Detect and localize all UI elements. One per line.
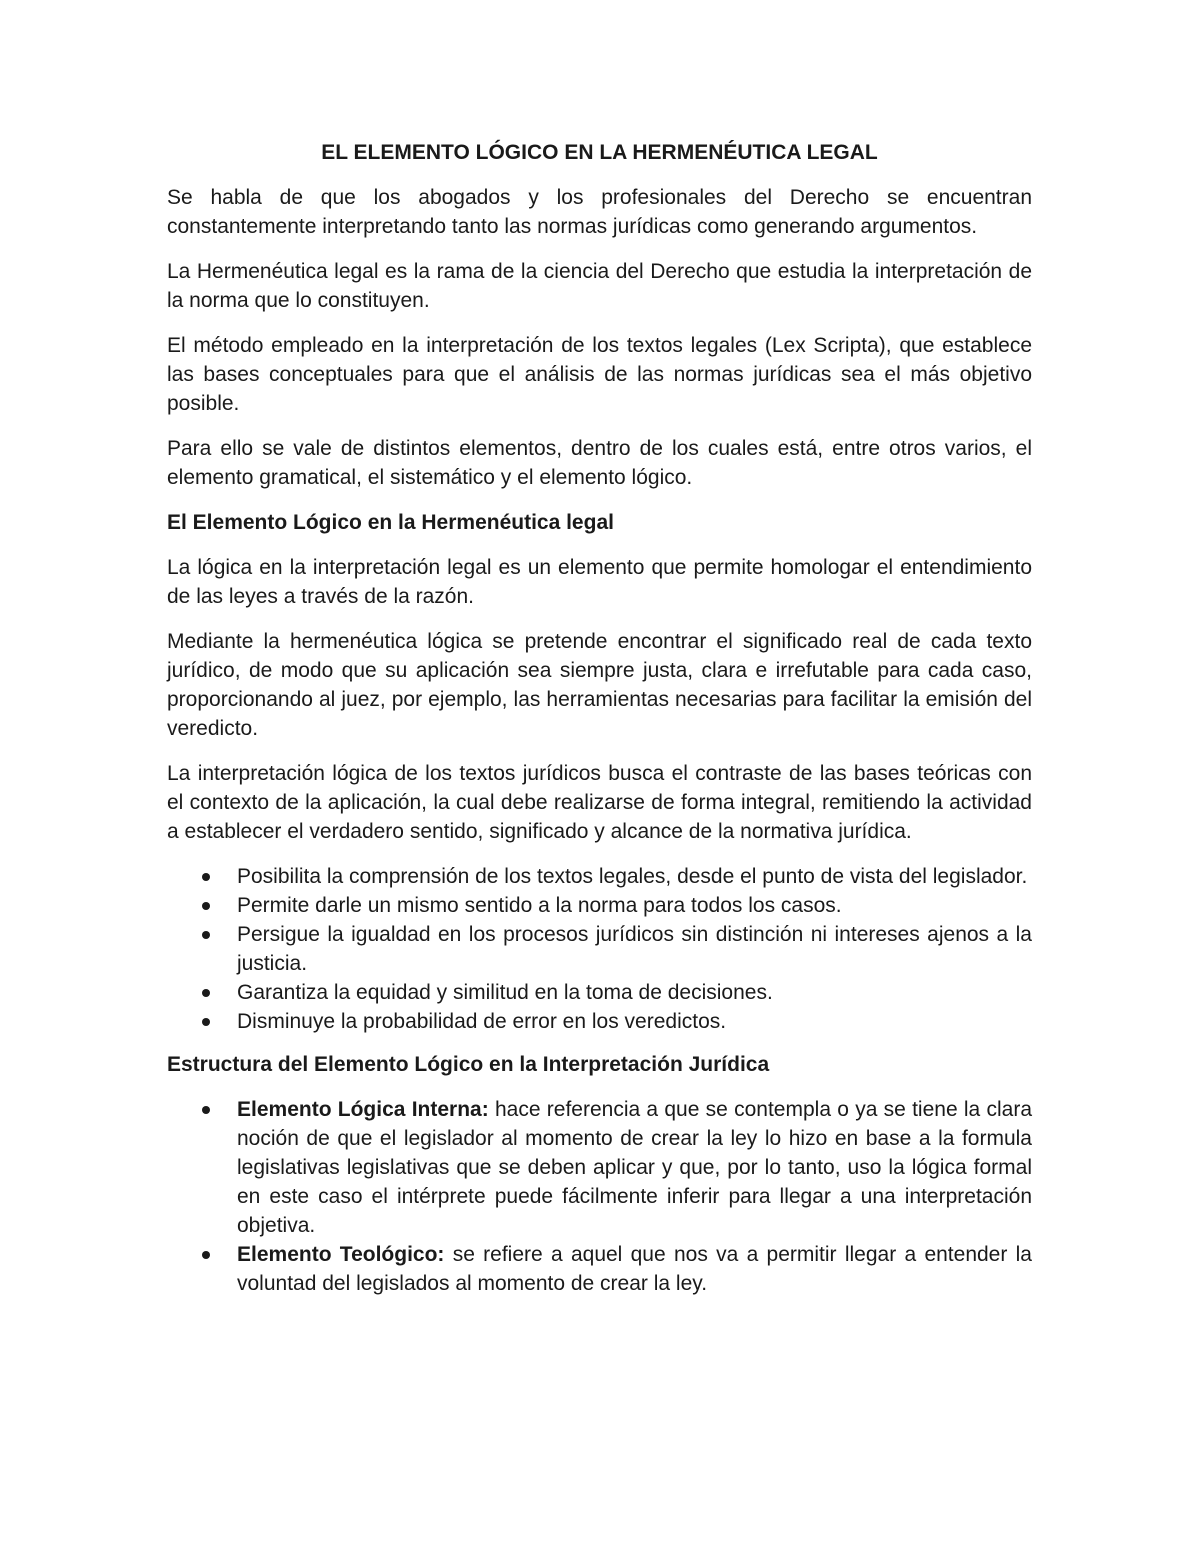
bullet-icon [202, 1251, 210, 1259]
list-item-text: Garantiza la equidad y similitud en la toma de decisiones. [237, 981, 773, 1004]
list-item [167, 862, 1032, 891]
section-paragraph: La lógica en la interpretación legal es un elemento que permite homologar el entendimiento de las leyes a través de la razón. [167, 556, 1032, 608]
list-item-text: Posibilita la comprensión de los textos legales, desde el punto de vista del legislador. [237, 865, 1028, 888]
list-item-text: hace referencia a que se contempla o ya se tiene la clara noción de que el legislador al momento de crear la ley lo hizo en base a la formula legislativas legislativas que se deben aplicar y que, por lo tanto, uso la lógica formal en este caso el intérprete puede fácilmente inferir para llegar a una interpretación objetiva. [237, 1098, 1033, 1237]
section-paragraph: La interpretación lógica de los textos jurídicos busca el contraste de las bases teóricas con el contexto de la aplicación, la cual debe realizarse de forma integral, remitiendo la actividad a establecer el verdadero sentido, significado y alcance de la normativa jurídica. [167, 762, 1032, 843]
structure-list [167, 1095, 1032, 1298]
bullet-icon [202, 902, 210, 910]
list-item [167, 891, 1032, 920]
section-paragraph: Mediante la hermenéutica lógica se pretende encontrar el significado real de cada texto jurídico, de modo que su aplicación sea siempre justa, clara e irrefutable para cada caso, proporcionando al juez, por ejemplo, las herramientas necesarias para facilitar la emisión del veredicto. [167, 630, 1032, 740]
bullet-list [167, 862, 1032, 1036]
section-heading: Estructura del Elemento Lógico en la Interpretación Jurídica [167, 1053, 770, 1076]
list-item [167, 978, 1032, 1007]
bullet-icon [202, 873, 210, 881]
bullet-icon [202, 1018, 210, 1026]
list-item-text: Permite darle un mismo sentido a la norma para todos los casos. [237, 894, 842, 917]
bullet-icon [202, 931, 210, 939]
intro-paragraph: Para ello se vale de distintos elementos, dentro de los cuales está, entre otros varios, el elemento gramatical, el sistemático y el elemento lógico. [167, 437, 1032, 489]
list-item-text: se refiere a aquel que nos va a permitir llegar a entender la voluntad del legislados al momento de crear la ley. [237, 1243, 1032, 1295]
document-page [167, 138, 1032, 1312]
list-item-text: Persigue la igualdad en los procesos jurídicos sin distinción ni intereses ajenos a la justicia. [237, 923, 1032, 975]
intro-paragraph: Se habla de que los abogados y los profesionales del Derecho se encuentran constantemente interpretando tanto las normas jurídicas como generando argumentos. [167, 186, 1032, 238]
list-item [167, 1240, 1032, 1298]
bullet-icon [202, 989, 210, 997]
list-item-term: Elemento Teológico: [237, 1243, 445, 1266]
list-item-term: Elemento Lógica Interna: [237, 1098, 489, 1121]
list-item [167, 1007, 1032, 1036]
list-item-text: Disminuye la probabilidad de error en los veredictos. [237, 1010, 727, 1033]
section-heading: El Elemento Lógico en la Hermenéutica legal [167, 511, 614, 534]
list-item [167, 920, 1032, 978]
list-item [167, 1095, 1032, 1240]
intro-paragraph: La Hermenéutica legal es la rama de la ciencia del Derecho que estudia la interpretación de la norma que lo constituyen. [167, 260, 1032, 312]
document-title: EL ELEMENTO LÓGICO EN LA HERMENÉUTICA LEGAL [321, 141, 878, 164]
intro-paragraph: El método empleado en la interpretación de los textos legales (Lex Scripta), que establece las bases conceptuales para que el análisis de las normas jurídicas sea el más objetivo posible. [167, 334, 1032, 415]
bullet-icon [202, 1106, 210, 1114]
